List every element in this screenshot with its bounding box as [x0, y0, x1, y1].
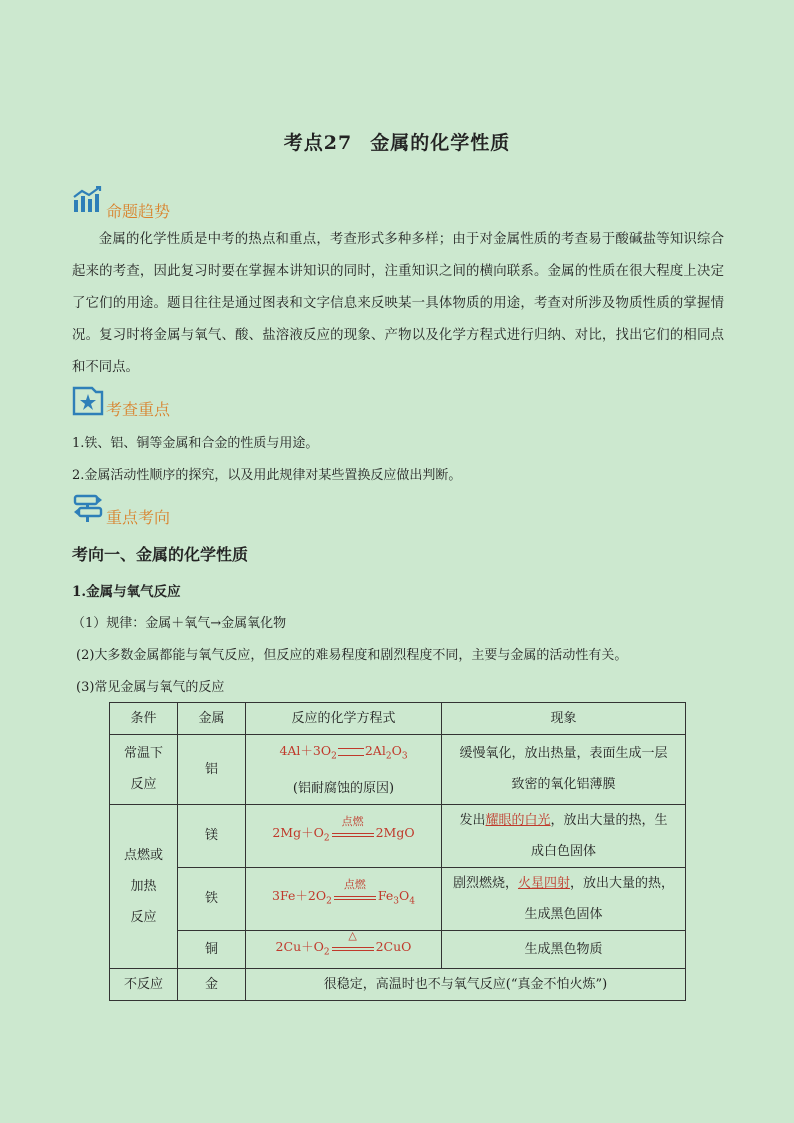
- row3-equation: $3Fe+2O_2$ 点燃 $Fe_3O_4$: [272, 878, 415, 907]
- row5-condition: 不反应: [110, 969, 178, 1001]
- row3-phenomenon: [442, 867, 686, 930]
- row2-phenomenon: [442, 804, 686, 867]
- row2-phen-pre: 发出: [459, 812, 486, 828]
- group-cond-c: 反应: [130, 909, 157, 925]
- row2-eq-left: 2Mg＋O: [272, 824, 324, 840]
- header-phenomenon: 现象: [442, 703, 686, 735]
- row2-phen-post: ，放出大量的热，生: [550, 812, 668, 828]
- row3-phen-pre: 剧烈燃烧，: [452, 875, 518, 891]
- row2-phen-b: 成白色固体: [530, 843, 596, 859]
- table-row: [110, 867, 686, 930]
- row1-equation: $4Al+3O_2$ $2Al_2O_3$: [279, 743, 408, 762]
- section-direction-label: 重点考向: [106, 508, 171, 527]
- row1-eq-right: 2Al: [364, 743, 386, 758]
- section-trend-label: 命题趋势: [106, 202, 171, 221]
- row5-phenomenon: 很稳定，高温时也不与氧气反应(“真金不怕火炼”): [246, 969, 686, 1001]
- title-number: 考点27: [283, 132, 353, 154]
- row1-cond-a: 常温下: [123, 746, 163, 762]
- bar-chart-trend-icon: [72, 186, 104, 214]
- row2-equation-cell: [246, 804, 442, 867]
- star-folder-icon: [72, 384, 104, 416]
- page-title: [0, 128, 794, 155]
- row1-eq-right2: O: [391, 743, 402, 758]
- row2-equation: $2Mg+O_2$ 点燃 2MgO: [272, 815, 415, 844]
- header-condition: 条件: [110, 703, 178, 735]
- header-equation: 反应的化学方程式: [246, 703, 442, 735]
- row4-metal: 铜: [178, 930, 246, 969]
- section-focus-header: [72, 384, 212, 420]
- row4-eq-left: 2Cu＋O: [275, 938, 324, 954]
- row2-eq-right: 2MgO: [375, 824, 415, 840]
- row1-phen-a: 缓慢氧化，放出热量，表面生成一层: [459, 746, 668, 762]
- row5-metal: 金: [178, 969, 246, 1001]
- row3-phen-post: ，放出大量的热，: [570, 875, 675, 891]
- table-row: [110, 930, 686, 969]
- group-cond-a: 点燃或: [123, 847, 163, 863]
- direction1-subheading: 1.金属与氧气反应: [72, 584, 181, 600]
- note-3: (3)常见金属与氧气的反应: [76, 680, 225, 695]
- row3-phen-b: 生成黑色固体: [524, 906, 603, 922]
- row4-eq-right: 2CuO: [375, 938, 412, 954]
- table-row: [110, 969, 686, 1001]
- focus-item-1: 1.铁、铝、铜等金属和合金的性质与用途。: [72, 436, 319, 451]
- focus-item-2: 2.金属活动性顺序的探究，以及用此规律对某些置换反应做出判断。: [72, 468, 462, 483]
- header-metal: 金属: [178, 703, 246, 735]
- row1-eq-note: (铝耐腐蚀的原因): [292, 780, 395, 796]
- row1-eq-left: 4Al＋3O: [279, 743, 332, 758]
- row2-metal: 镁: [178, 804, 246, 867]
- table-row: [110, 804, 686, 867]
- row4-equation: $2Cu+O_2$ △ 2CuO: [275, 929, 412, 957]
- section-trend-header: [72, 186, 212, 222]
- row4-eq-condition: △: [348, 929, 357, 942]
- table-row: [110, 735, 686, 805]
- section-focus-label: 考查重点: [106, 400, 171, 419]
- row1-metal: 铝: [178, 735, 246, 805]
- condition-arrow: [334, 878, 376, 904]
- row3-phen-highlight: 火星四射: [517, 875, 570, 891]
- row1-cond-b: 反应: [130, 777, 157, 793]
- trend-paragraph: 金属的化学性质是中考的热点和重点，考查形式多种多样；由于对金属性质的考查易于酸碱盐等知识综合起来的考查，因此复习时要在掌握本讲知识的同时，注重知识之间的横向联系。金属的性质在很大程度上决定了它们的用途。题目往往是通过图表和文字信息来反映某一具体物质的用途，考查对所涉及物质性质的掌握情况。复习时将金属与氧气、酸、盐溶液反应的现象、产物以及化学方程式进行归纳、对比，找出它们的相同点和不同点。: [72, 232, 724, 375]
- equals-sign: [338, 748, 364, 756]
- row2-eq-condition: 点燃: [341, 815, 364, 829]
- metal-oxygen-table: [109, 702, 686, 1001]
- row1-equation-cell: [246, 735, 442, 805]
- title-text: 金属的化学性质: [370, 132, 511, 154]
- row3-eq-condition: 点燃: [343, 878, 366, 892]
- row1-phenomenon: [442, 735, 686, 805]
- row3-equation-cell: [246, 867, 442, 930]
- section-direction-header: [72, 492, 212, 528]
- group-cond-b: 加热: [130, 878, 157, 894]
- table-header-row: [110, 703, 686, 735]
- row2-phen-highlight: 耀眼的白光: [485, 812, 551, 828]
- row1-phen-b: 致密的氧化铝薄膜: [511, 777, 616, 793]
- group-condition: [110, 804, 178, 969]
- condition-arrow: [332, 815, 374, 841]
- direction1-heading: 考向一、金属的化学性质: [72, 545, 249, 564]
- row4-phenomenon: 生成黑色物质: [442, 930, 686, 969]
- condition-arrow: [332, 929, 374, 955]
- row3-eq-left: 3Fe＋2O: [272, 887, 327, 903]
- row4-equation-cell: [246, 930, 442, 969]
- row3-metal: 铁: [178, 867, 246, 930]
- signpost-icon: [72, 492, 104, 524]
- rule-line: （1）规律：金属＋氧气→金属氧化物: [72, 616, 287, 631]
- note-2: (2)大多数金属都能与氧气反应，但反应的难易程度和剧烈程度不同，主要与金属的活动性有关。: [76, 648, 628, 663]
- row3-eq-right: Fe: [377, 887, 394, 903]
- row1-condition: [110, 735, 178, 805]
